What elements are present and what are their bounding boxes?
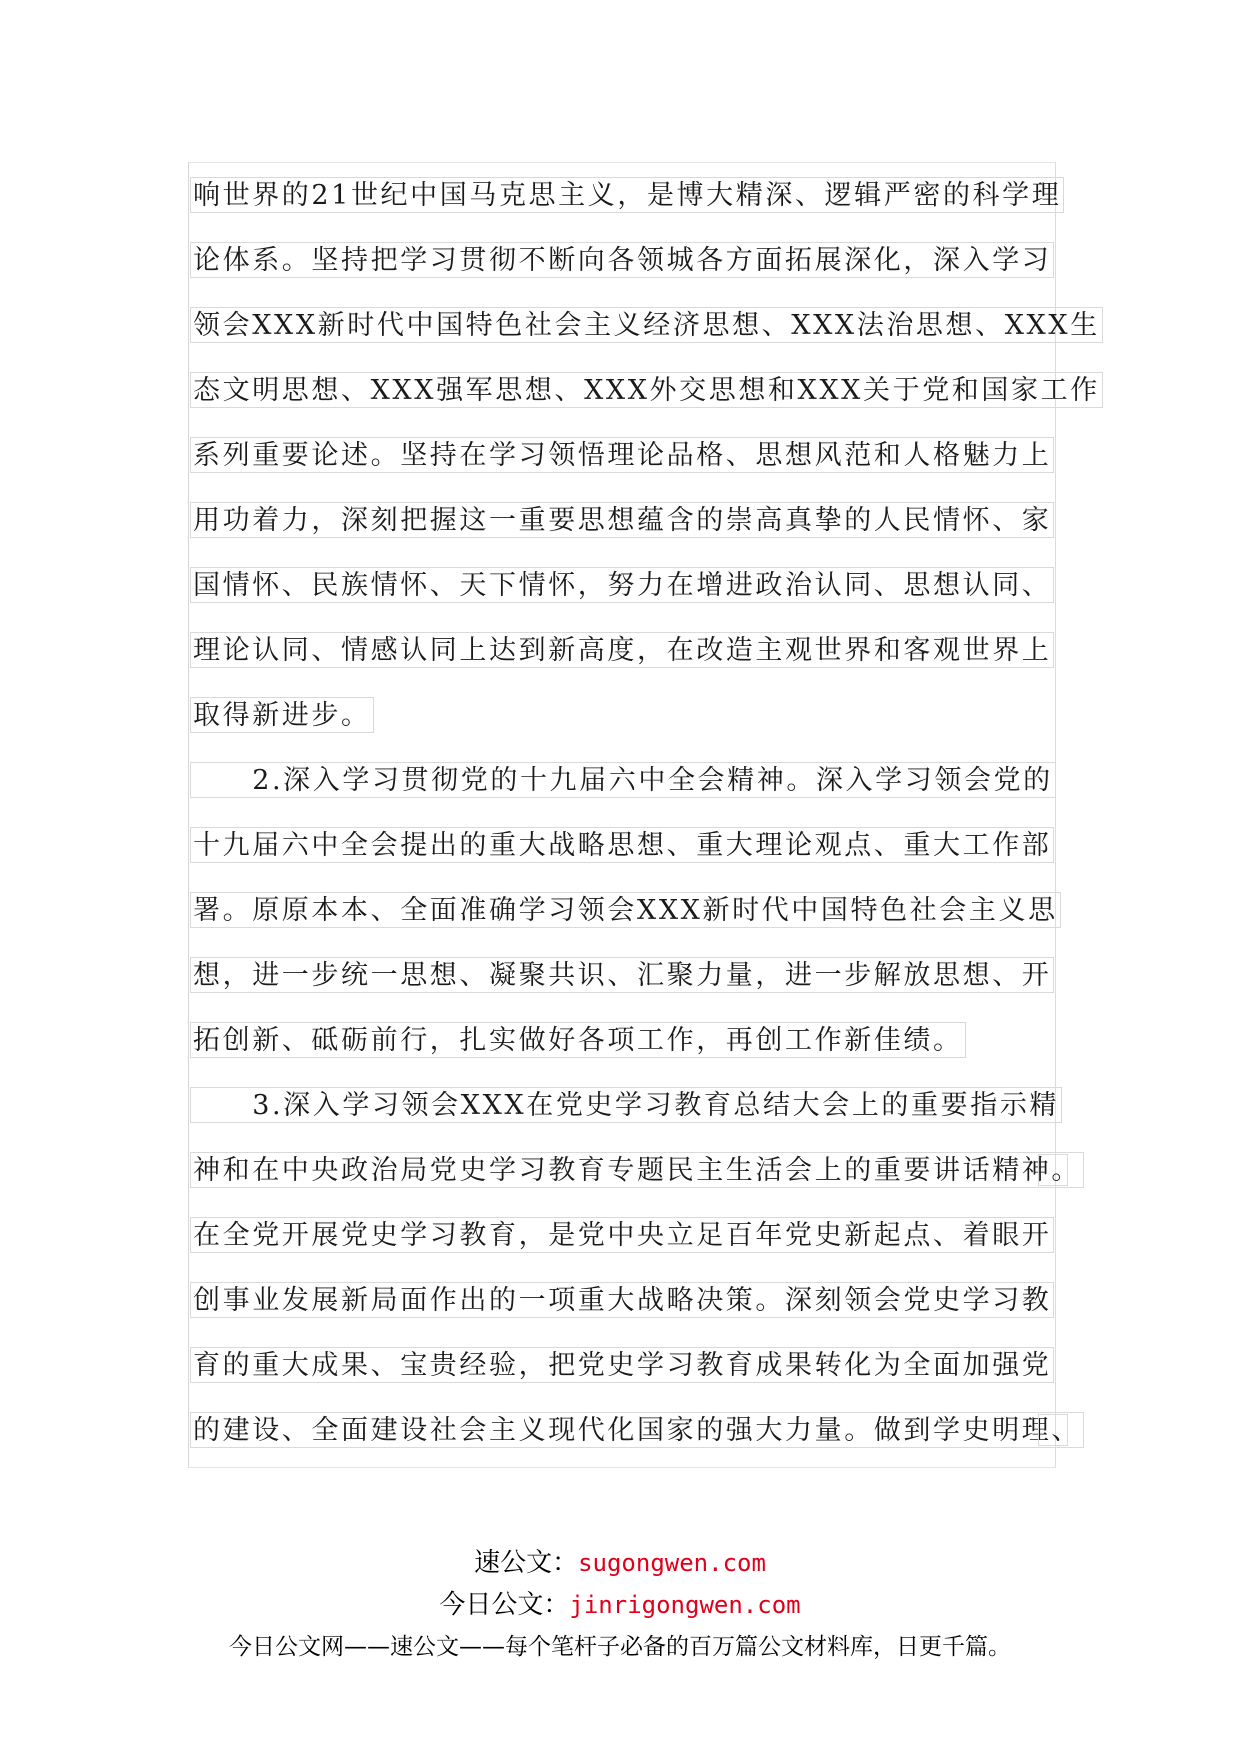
text-line: 态文明思想、XXX强军思想、XXX外交思想和XXX关于党和国家工作 <box>190 372 1103 408</box>
footer-site-2-label: 今日公文： <box>439 1590 570 1620</box>
text-line: 在全党开展党史学习教育，是党中央立足百年党史新起点、着眼开 <box>190 1217 1054 1253</box>
text-line: 用功着力，深刻把握这一重要思想蕴含的崇高真挚的人民情怀、家 <box>190 502 1054 538</box>
text-line: 育的重大成果、宝贵经验，把党史学习教育成果转化为全面加强党 <box>190 1347 1054 1383</box>
text-line: 3.深入学习领会XXX在党史学习教育总结大会上的重要指示精 <box>190 1087 1062 1123</box>
text-line: 系列重要论述。坚持在学习领悟理论品格、思想风范和人格魅力上 <box>190 437 1054 473</box>
text-line: 理论认同、情感认同上达到新高度，在改造主观世界和客观世界上 <box>190 632 1054 668</box>
footer-site-2-url[interactable]: jinrigongwen.com <box>569 1591 801 1619</box>
text-line: 创事业发展新局面作出的一项重大战略决策。深刻领会党史学习教 <box>190 1282 1054 1318</box>
text-line: 拓创新、砥砺前行，扎实做好各项工作，再创工作新佳绩。 <box>190 1022 966 1058</box>
text-line: 国情怀、民族情怀、天下情怀，努力在增进政治认同、思想认同、 <box>190 567 1054 603</box>
text-line: 想，进一步统一思想、凝聚共识、汇聚力量，进一步解放思想、开 <box>190 957 1054 993</box>
footer-site-1 <box>0 1542 1240 1579</box>
footer-site-1-url[interactable]: sugongwen.com <box>578 1549 766 1577</box>
footer-tagline: 今日公文网——速公文——每个笔杆子必备的百万篇公文材料库，日更千篇。 <box>229 1634 1011 1660</box>
text-line: 领会XXX新时代中国特色社会主义经济思想、XXX法治思想、XXX生 <box>190 307 1103 343</box>
document-page-frame <box>188 162 1056 1468</box>
text-line: 十九届六中全会提出的重大战略思想、重大理论观点、重大工作部 <box>190 827 1054 863</box>
text-line: 署。原原本本、全面准确学习领会XXX新时代中国特色社会主义思 <box>190 892 1061 928</box>
footer-site-2 <box>0 1584 1240 1621</box>
text-line: 响世界的21世纪中国马克思主义，是博大精深、逻辑严密的科学理 <box>190 177 1064 213</box>
text-line: 论体系。坚持把学习贯彻不断向各领城各方面拓展深化，深入学习 <box>190 242 1054 278</box>
line-end-box <box>1038 1414 1068 1446</box>
text-line: 2.深入学习贯彻党的十九届六中全会精神。深入学习领会党的 <box>190 762 1056 798</box>
text-line: 取得新进步。 <box>190 697 374 733</box>
text-line: 的建设、全面建设社会主义现代化国家的强大力量。做到学史明理、 <box>190 1412 1084 1448</box>
line-end-box <box>1038 1154 1068 1186</box>
text-line: 神和在中央政治局党史学习教育专题民主生活会上的重要讲话精神。 <box>190 1152 1084 1188</box>
footer-site-1-label: 速公文： <box>474 1548 579 1578</box>
